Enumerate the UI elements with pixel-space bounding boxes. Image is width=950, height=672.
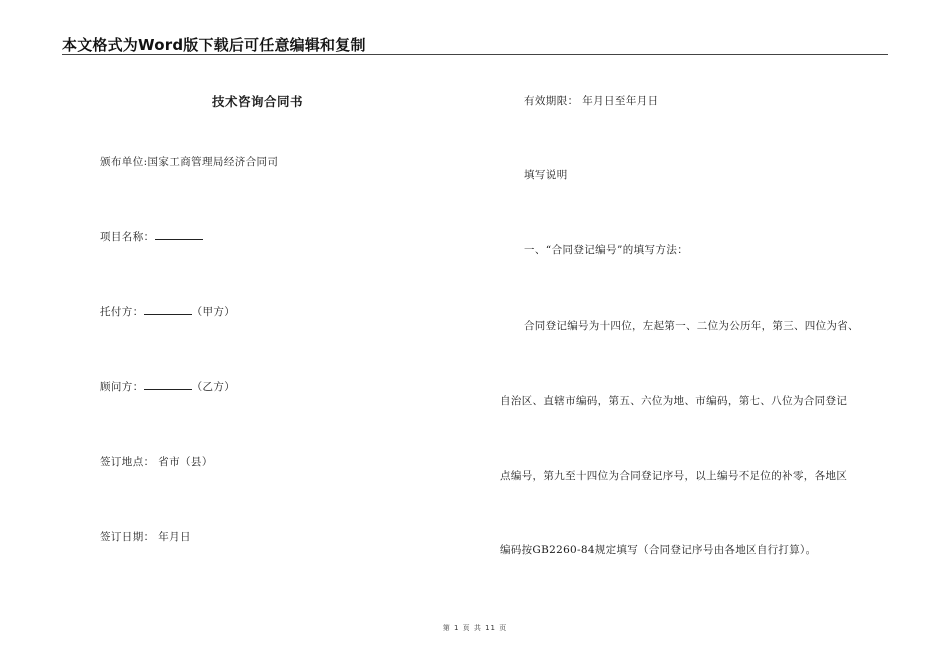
consultant-label: 顾问方： <box>100 381 144 393</box>
consultant-blank <box>144 381 192 390</box>
project-name-blank <box>155 231 203 240</box>
consultant-suffix: （乙方） <box>191 381 236 393</box>
project-name-line <box>100 229 203 244</box>
client-blank <box>144 306 192 315</box>
signing-place-line: 签订地点： 省市（县） <box>100 456 213 468</box>
validity-line: 有效期限： 年月日至年月日 <box>524 95 659 107</box>
header-rule <box>62 54 888 55</box>
project-name-label: 项目名称： <box>100 231 155 243</box>
download-banner: 本文格式为Word版下载后可任意编辑和复制 <box>62 36 366 54</box>
consultant-line <box>100 379 235 394</box>
section-heading-1: 一、“合同登记编号”的填写方法： <box>524 244 689 256</box>
page-indicator: 第 1 页 共 11 页 <box>442 624 508 632</box>
signing-date-line: 签订日期： 年月日 <box>100 531 191 543</box>
instructions-heading: 填写说明 <box>524 169 568 181</box>
client-label: 托付方： <box>100 306 144 318</box>
paragraph-line-2: 自治区、直辖市编码，第五、六位为地、市编码，第七、八位为合同登记 <box>500 395 848 407</box>
paragraph-line-3: 点编号，第九至十四位为合同登记序号，以上编号不足位的补零，各地区 <box>500 470 848 482</box>
client-suffix: （甲方） <box>191 306 236 318</box>
paragraph-line-4: 编码按GB2260-84规定填写（合同登记序号由各地区自行打算）。 <box>500 544 817 556</box>
paragraph-line-1: 合同登记编号为十四位，左起第一、二位为公历年，第三、四位为省、 <box>524 320 859 332</box>
issuer-line: 颁布单位:国家工商管理局经济合同司 <box>100 156 279 168</box>
client-line <box>100 304 235 319</box>
document-title: 技术咨询合同书 <box>212 94 304 109</box>
